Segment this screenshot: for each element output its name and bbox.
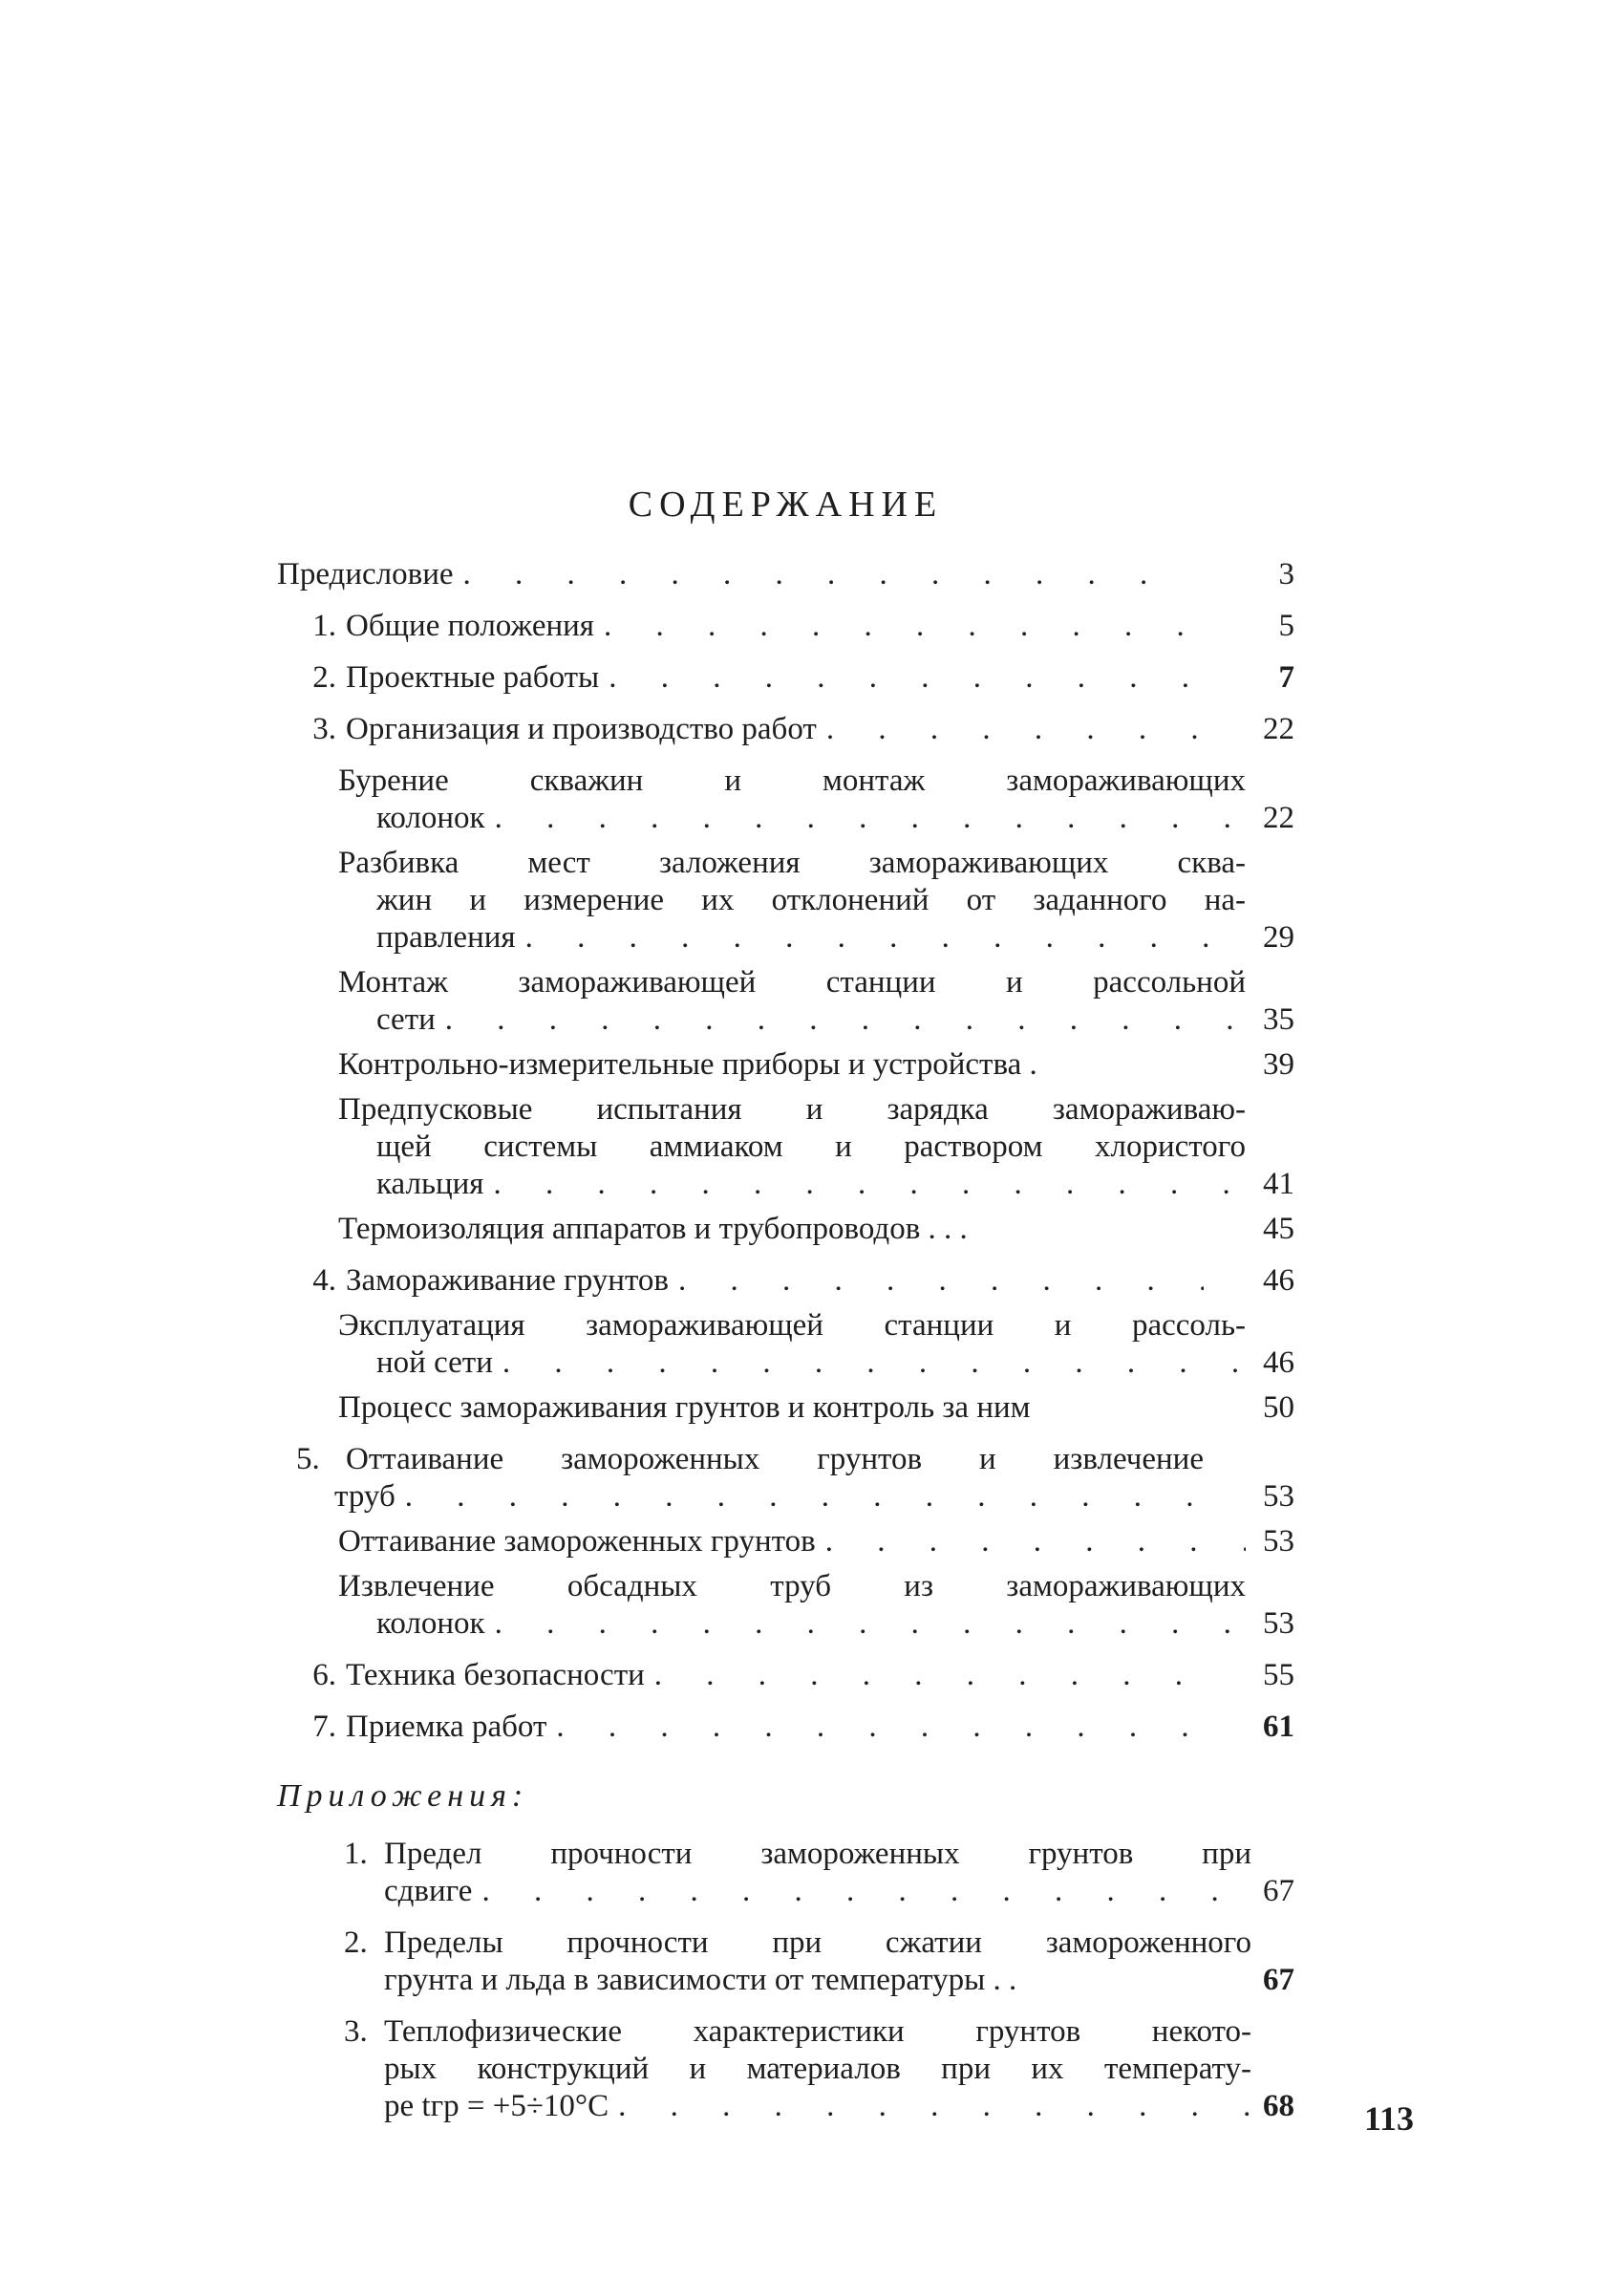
toc-entry-text: Предел прочности замороженных грунтов при [384,1837,1251,1871]
toc-entry-section-1 [277,608,1294,645]
toc-page-number: 46 [1263,1263,1294,1298]
dot-leader [594,608,1204,645]
toc-entry-text: кальция [376,1167,484,1201]
toc-subentry-layout [277,845,1294,957]
toc-page-number: 29 [1263,920,1294,955]
toc-entry-text: грунта и льда в зависимости от температуры . . [384,1963,1017,1997]
toc-entry-text: Разбивка мест заложения замораживающих сква- [338,846,1246,880]
toc-subentry-instruments [277,1046,1294,1084]
toc-subentry-thawing [277,1523,1294,1560]
toc-entry-text: Контрольно-измерительные приборы и устройства . [338,1047,1037,1082]
toc-entry-text: Организация и производство работ [346,712,817,746]
toc-page-number: 55 [1263,1658,1294,1692]
dot-leader [395,1478,1204,1516]
toc-page-number: 22 [1263,801,1294,835]
toc-entry-section-4 [277,1262,1294,1300]
toc-entry-number: 1. [344,1837,368,1871]
dot-leader [609,2088,1251,2125]
toc-entry-text: труб [334,1479,395,1514]
toc-subentry-pipe-extraction [277,1568,1294,1643]
toc-entry-text: сдвиге [384,1874,473,1908]
dot-leader [436,1001,1246,1039]
dot-leader [669,1262,1204,1300]
toc-entry-number: 3. [312,712,336,746]
toc-entry-text: Проектные работы [346,660,600,695]
toc-entry-text: Теплофизические характеристики грунтов некото- [384,2014,1251,2049]
toc-entry-number: 7. [312,1710,336,1744]
toc-subentry-station-operation [277,1307,1294,1382]
toc-subentry-drilling [277,763,1294,837]
toc-page-number: 53 [1263,1606,1294,1641]
toc-entry-text: рых конструкций и материалов при их температу- [384,2052,1251,2086]
toc-entry-number: 4. [312,1263,336,1298]
toc-entry-text: колонок [376,1606,485,1641]
contents-heading: СОДЕРЖАНИЕ [628,484,944,525]
toc-appendix-1 [277,1836,1294,1910]
toc-page-number: 61 [1263,1710,1294,1744]
toc-entry-preface [277,556,1294,593]
dot-leader [454,556,1186,593]
toc-entry-text: колонок [376,801,485,835]
dot-leader [485,1605,1246,1643]
dot-leader [493,1344,1246,1382]
toc-subentry-station [277,964,1294,1039]
toc-entry-text: ре tгр = +5÷10°C [384,2089,609,2123]
toc-page-number: 45 [1263,1212,1294,1246]
toc-appendix-2 [277,1925,1294,1999]
toc-page-number: 53 [1263,1479,1294,1514]
toc-entry-text: Общие положения [346,609,594,643]
toc-entry-text: Извлечение обсадных труб из замораживающих [338,1569,1246,1603]
toc-appendix-3 [277,2013,1294,2125]
toc-entry-text: Оттаивание замороженных грунтов [338,1524,816,1559]
appendix-heading: Приложения: [277,1778,529,1814]
toc-entry-text: сети [376,1002,436,1037]
toc-entry-text: ной сети [376,1345,493,1380]
toc-entry-text: Предпусковые испытания и зарядка замораживаю- [338,1092,1246,1127]
toc-entry-text: Приемка работ [346,1710,547,1744]
toc-page-number: 39 [1263,1047,1294,1082]
toc-page-number: 67 [1263,1963,1294,1997]
toc-entry-text: Термоизоляция аппаратов и трубопроводов . . . [338,1212,968,1246]
toc-page-number: 41 [1263,1167,1294,1201]
toc-entry-number: 2. [344,1925,368,1960]
page-number: 113 [1364,2099,1415,2138]
dot-leader [816,1523,1246,1560]
toc-entry-number: 1. [312,609,336,643]
toc-page-number: 3 [1278,557,1294,592]
toc-page-number: 68 [1263,2089,1294,2123]
dot-leader [599,659,1204,697]
toc-entry-section-5 [277,1441,1294,1516]
table-of-contents [277,556,1294,2140]
dot-leader [516,919,1246,957]
toc-entry-text: Замораживание грунтов [346,1263,670,1298]
dot-leader [484,1166,1247,1203]
dot-leader [645,1657,1204,1694]
toc-entry-number: 6. [312,1658,336,1692]
toc-page-number: 7 [1278,660,1294,695]
toc-page-number: 53 [1263,1524,1294,1559]
toc-entry-text: жин и измерение их отклонений от заданного на- [376,883,1246,917]
toc-entry-number: 3. [344,2014,368,2049]
toc-entry-text: Монтаж замораживающей станции и рассольной [338,965,1246,1000]
toc-entry-text: Техника безопасности [346,1658,645,1692]
toc-entry-text: щей системы аммиаком и раствором хлористого [376,1129,1246,1164]
toc-page-number: 35 [1263,1002,1294,1037]
toc-subentry-freezing-process [277,1389,1294,1427]
toc-entry-number: 5. [296,1442,320,1476]
toc-entry-section-7 [277,1709,1294,1746]
dot-leader [817,711,1204,748]
toc-subentry-insulation [277,1211,1294,1248]
toc-entry-number: 2. [312,660,336,695]
toc-page-number: 46 [1263,1345,1294,1380]
toc-subentry-pre-start-tests [277,1091,1294,1203]
toc-entry-text: Процесс замораживания грунтов и контроль за ним [338,1390,1031,1425]
toc-page-number: 5 [1278,609,1294,643]
toc-entry-text: Пределы прочности при сжатии замороженного [384,1925,1251,1960]
toc-entry-text: Оттаивание замороженных грунтов и извлечение [346,1442,1204,1476]
dot-leader [485,800,1246,837]
toc-entry-section-6 [277,1657,1294,1694]
dot-leader [472,1873,1251,1910]
toc-entry-text: Эксплуатация замораживающей станции и рассоль- [338,1308,1246,1343]
toc-page-number: 67 [1263,1874,1294,1908]
dot-leader [546,1709,1204,1746]
toc-page-number: 22 [1263,712,1294,746]
toc-entry-section-3 [277,711,1294,748]
toc-entry-text: Бурение скважин и монтаж замораживающих [338,764,1246,798]
toc-entry-section-2 [277,659,1294,697]
toc-page-number: 50 [1263,1390,1294,1425]
toc-entry-text: Предисловие [277,557,454,592]
toc-entry-text: правления [376,920,516,955]
